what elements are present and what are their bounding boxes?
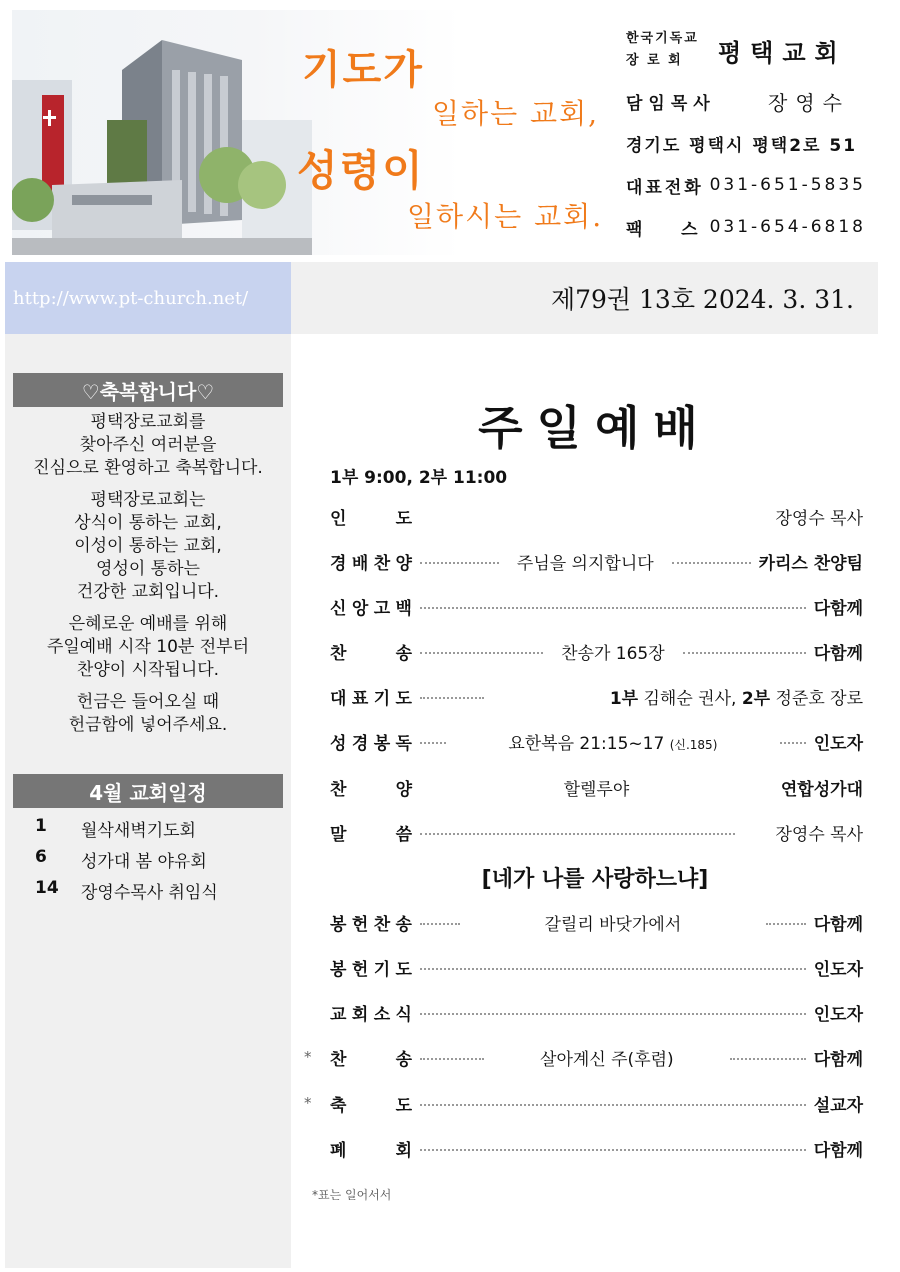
- phone-row: [626, 164, 866, 206]
- church-name-block: [626, 20, 866, 80]
- issue-bar: [291, 262, 878, 334]
- order-leader: 설교자: [813, 1095, 863, 1116]
- slogan-working-church: 일하는 교회,: [432, 97, 600, 130]
- order-label: 봉 헌 찬 송: [330, 914, 412, 935]
- leader-dots: [780, 742, 806, 744]
- order-label: 폐 회: [330, 1140, 412, 1161]
- leader-dots: [420, 1104, 806, 1106]
- leader-dots: [766, 923, 806, 925]
- order-leader: 장영수 목사: [775, 508, 863, 529]
- leader-dots: [420, 1149, 806, 1151]
- order-leader: 다함께: [813, 1049, 863, 1070]
- prayer-leaders: 1부 김해순 권사, 2부 정준호 장로: [609, 688, 863, 709]
- leader-dots: [420, 968, 806, 970]
- order-content: 할렐루야: [563, 779, 630, 800]
- leader-dots: [420, 833, 735, 835]
- order-label: 성 경 봉 독: [330, 733, 412, 754]
- order-offering-prayer: [330, 952, 863, 982]
- fax-row: [626, 206, 866, 248]
- order-label: 축 도: [330, 1095, 412, 1116]
- schedule-item: [35, 816, 196, 841]
- order-content: 살아계신 주(후렴): [540, 1049, 674, 1070]
- leader-dots: [730, 1058, 806, 1060]
- order-content: 주님을 의지합니다: [516, 553, 654, 574]
- order-leader: 장영수 목사: [775, 824, 863, 845]
- order-leader: 다함께: [813, 643, 864, 664]
- order-prayer: [330, 681, 863, 711]
- leader-dots: [420, 742, 446, 744]
- worship-title: 주일예배: [478, 401, 712, 455]
- order-closing: [330, 1133, 863, 1163]
- order-leader: 카리스 찬양팀: [758, 553, 864, 574]
- order-leader: 인도자: [813, 959, 863, 980]
- phone-number: 031-651-5835: [709, 175, 866, 195]
- stand-mark: *: [304, 1094, 312, 1112]
- schedule-heading: 4월 교회일정: [13, 774, 283, 808]
- schedule-event: 월삭새벽기도회: [81, 821, 196, 841]
- sermon-title: [네가 나를 사랑하느냐]: [481, 867, 709, 892]
- header-banner: [12, 10, 612, 255]
- address-row: [626, 122, 866, 164]
- leader-dots: [420, 697, 484, 699]
- schedule-item: [35, 878, 218, 903]
- welcome-heading: ♡축복합니다♡: [13, 373, 283, 407]
- order-label: 대 표 기 도: [330, 688, 412, 709]
- fax-label: 팩 스: [626, 219, 701, 240]
- order-content: 요한복음 21:15~17 (신.185): [508, 733, 718, 754]
- order-label: 경 배 찬 양: [330, 553, 412, 574]
- order-leader: 다함께: [813, 914, 863, 935]
- standing-footnote: *표는 일어서서: [312, 1188, 392, 1202]
- order-content: 갈릴리 바닷가에서: [544, 914, 682, 935]
- order-hymn-1: [330, 636, 863, 666]
- website-bar: [5, 262, 291, 334]
- schedule-day: 6: [35, 847, 47, 867]
- pastor-label: 담임목사: [626, 93, 716, 114]
- pastor-row: [626, 80, 866, 122]
- leader-dots: [672, 562, 751, 564]
- fax-number: 031-654-6818: [709, 217, 866, 237]
- denomination: 한국기독교 장 로 회: [626, 31, 699, 68]
- order-label: 찬 송: [330, 643, 412, 664]
- slogan-spirit: 성령이: [297, 146, 425, 195]
- website-link[interactable]: http://www.pt-church.net/: [13, 287, 249, 309]
- order-invocation: [330, 501, 863, 531]
- order-hymn-2: [304, 1042, 863, 1072]
- sidebar: [5, 334, 291, 1268]
- schedule-day: 14: [35, 878, 59, 898]
- pastor-name: 장영수: [768, 90, 850, 115]
- schedule-event: 성가대 봄 야유회: [81, 852, 207, 872]
- schedule-item: [35, 847, 207, 872]
- welcome-paragraph-4: 헌금은 들어오실 때 헌금함에 넣어주세요.: [68, 692, 228, 735]
- order-leader: 인도자: [813, 1004, 863, 1025]
- phone-label: 대표전화: [626, 177, 704, 198]
- leader-dots: [420, 562, 499, 564]
- welcome-paragraph-1: 평택장로교회를 찾아주신 여러분을 진심으로 환영하고 축복합니다.: [33, 412, 263, 478]
- order-leader: 인도자: [813, 733, 863, 754]
- order-label: 신 앙 고 백: [330, 598, 412, 619]
- order-church-news: [330, 997, 863, 1027]
- order-offering-hymn: [330, 907, 863, 937]
- leader-dots: [420, 923, 460, 925]
- order-content: 찬송가 165장: [561, 643, 665, 664]
- order-label: 봉 헌 기 도: [330, 959, 412, 980]
- issue-number: 제79권 13호 2024. 3. 31.: [550, 285, 854, 314]
- order-label: 찬 양: [330, 779, 412, 800]
- order-scripture: [330, 726, 863, 756]
- church-name: 평택교회: [718, 38, 847, 67]
- order-leader: 연합성가대: [780, 779, 863, 800]
- order-creed: [330, 591, 863, 621]
- order-praise: [330, 546, 863, 576]
- schedule-event: 장영수목사 취임식: [81, 883, 218, 903]
- order-label: 교 회 소 식: [330, 1004, 412, 1025]
- welcome-paragraph-3: 은혜로운 예배를 위해 주일예배 시작 10분 전부터 찬양이 시작됩니다.: [46, 614, 250, 680]
- leader-dots: [420, 1013, 806, 1015]
- leader-dots: [420, 1058, 484, 1060]
- address: 경기도 평택시 평택2로 51: [626, 135, 858, 156]
- church-building-illustration: [12, 10, 312, 255]
- stand-mark: *: [304, 1048, 312, 1066]
- order-leader: 다함께: [813, 1140, 863, 1161]
- service-times: 1부 9:00, 2부 11:00: [330, 468, 508, 488]
- leader-dots: [420, 607, 806, 609]
- leader-dots: [420, 652, 543, 654]
- order-anthem: [330, 772, 863, 802]
- schedule-day: 1: [35, 816, 47, 836]
- slogan-god-working-church: 일하시는 교회.: [407, 200, 604, 233]
- order-benediction: [304, 1088, 863, 1118]
- slogan-prayer: 기도가: [302, 46, 424, 93]
- leader-dots: [683, 652, 806, 654]
- order-leader: 다함께: [813, 598, 863, 619]
- welcome-paragraph-2: 평택장로교회는 상식이 통하는 교회, 이성이 통하는 교회, 영성이 통하는 건강한 교회입니다.: [74, 490, 222, 602]
- order-label: 찬 송: [330, 1049, 412, 1070]
- order-label: 말 씀: [330, 824, 412, 845]
- church-info: [626, 20, 866, 248]
- order-label: 인 도: [330, 508, 412, 529]
- welcome-message: [5, 411, 291, 746]
- order-sermon: [330, 817, 863, 847]
